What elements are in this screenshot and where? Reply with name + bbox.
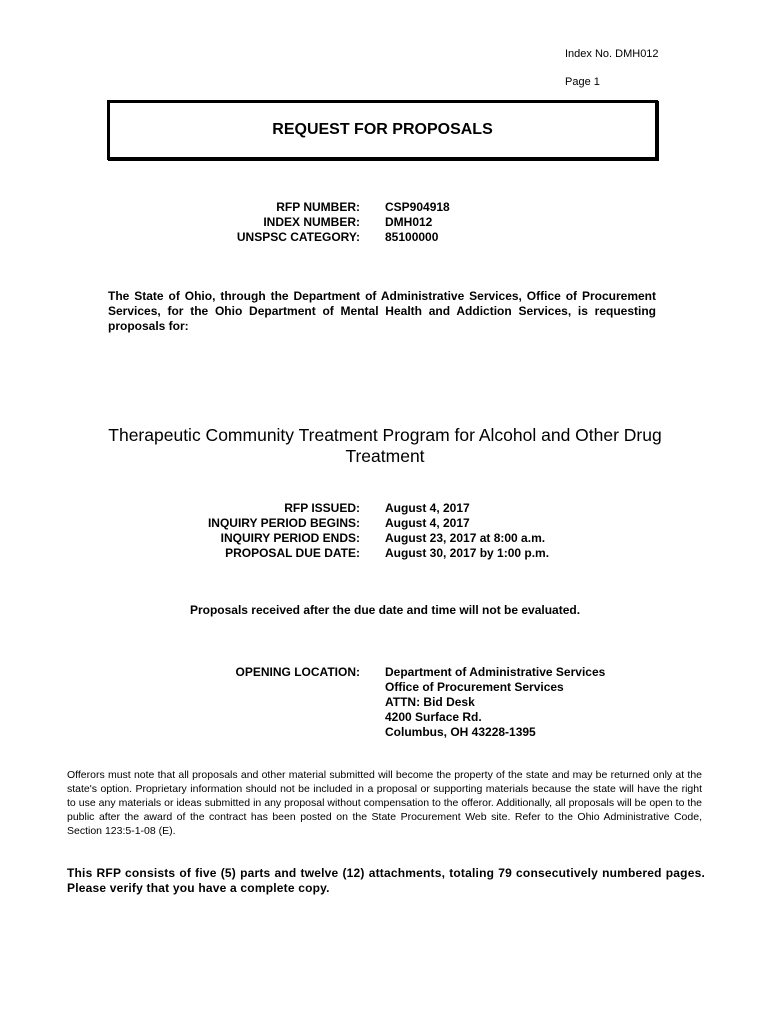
index-number-header: Index No. DMH012: [565, 48, 659, 60]
page-number: Page 1: [565, 76, 600, 88]
rfp-issued-value: August 4, 2017: [385, 501, 470, 515]
index-number-label: INDEX NUMBER:: [263, 215, 360, 229]
title-box: [107, 100, 658, 160]
proposal-due-label: PROPOSAL DUE DATE:: [225, 546, 360, 560]
opening-location-line: Columbus, OH 43228-1395: [385, 725, 536, 739]
opening-location-line: ATTN: Bid Desk: [385, 695, 475, 709]
opening-location-line: Office of Procurement Services: [385, 680, 564, 694]
rfp-number-value: CSP904918: [385, 200, 450, 214]
rfp-subject: [60, 425, 710, 467]
rfp-composition-notice: This RFP consists of five (5) parts and twelve (12) attachments, totaling 79 consecutively numbered pages. Please verify that you have a complete copy.: [67, 866, 705, 895]
rfp-subject-line-2: Treatment: [345, 446, 425, 466]
document-title: REQUEST FOR PROPOSALS: [272, 121, 493, 138]
offeror-notice-paragraph: Offerors must note that all proposals and other material submitted will become the property of the state and may be returned only at the state's option. Proprietary information should not be included in a proposal or supporting materials because the state will have the right to use any materials or ideas submitted in any proposal without compensation to the offeror. Additionally, all proposals will be open to the public after the award of the contract has been posted on the State Procurement Web site. Refer to the Ohio Administrative Code, Section 123:5-1-08 (E).: [67, 769, 702, 837]
opening-location-label: OPENING LOCATION:: [235, 665, 360, 679]
inquiry-begins-value: August 4, 2017: [385, 516, 470, 530]
opening-location-line: Department of Administrative Services: [385, 665, 606, 679]
unspsc-category-label: UNSPSC CATEGORY:: [236, 230, 360, 244]
late-proposal-notice: Proposals received after the due date and time will not be evaluated.: [189, 603, 581, 617]
rfp-subject-line-1: Therapeutic Community Treatment Program for Alcohol and Other Drug: [108, 425, 662, 445]
rfp-number-label: RFP NUMBER:: [276, 200, 360, 214]
unspsc-category-value: 85100000: [385, 230, 439, 244]
opening-location-line: 4200 Surface Rd.: [385, 710, 482, 724]
intro-paragraph: The State of Ohio, through the Department of Administrative Services, Office of Procurement Services, for the Ohio Department of Mental Health and Addiction Services, is requesting proposals for:: [108, 289, 656, 333]
inquiry-ends-label: INQUIRY PERIOD ENDS:: [220, 531, 360, 545]
inquiry-ends-value: August 23, 2017 at 8:00 a.m.: [385, 531, 546, 545]
rfp-issued-label: RFP ISSUED:: [284, 501, 360, 515]
inquiry-begins-label: INQUIRY PERIOD BEGINS:: [207, 516, 360, 530]
proposal-due-value: August 30, 2017 by 1:00 p.m.: [385, 546, 550, 560]
index-number-value: DMH012: [385, 215, 433, 229]
